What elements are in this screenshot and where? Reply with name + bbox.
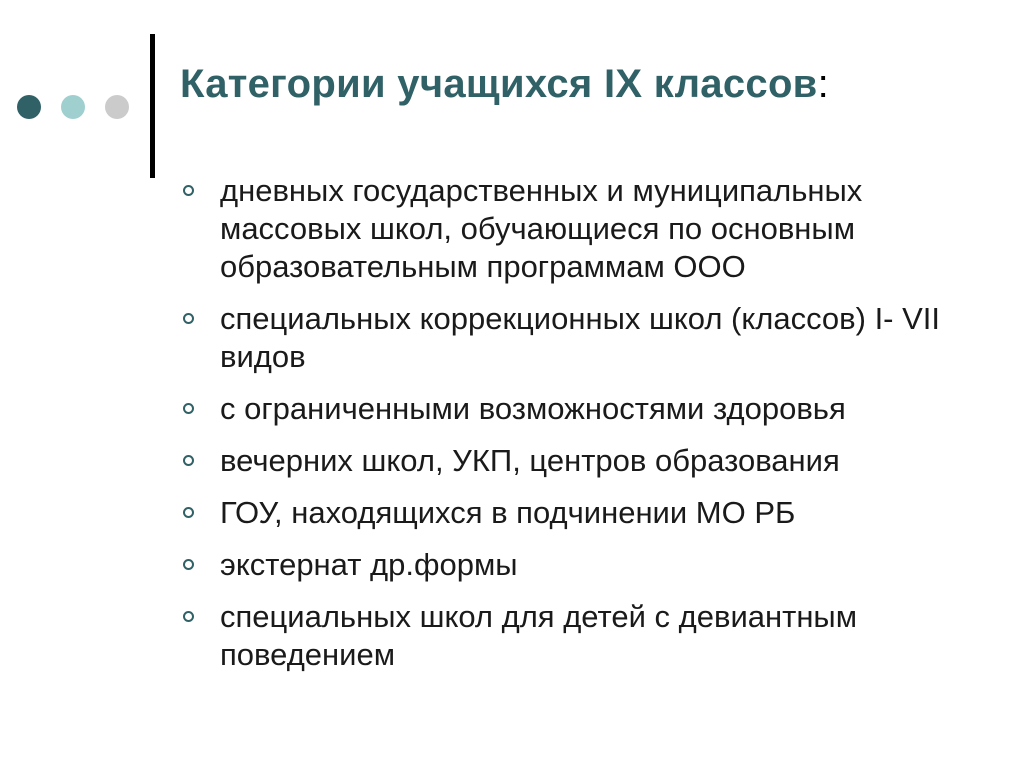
bullet-ring-icon bbox=[183, 455, 194, 466]
bullet-ring-icon bbox=[183, 507, 194, 518]
slide-title bbox=[180, 62, 829, 107]
bullet-item bbox=[180, 546, 980, 584]
bullet-list bbox=[180, 172, 980, 688]
bullet-item bbox=[180, 442, 980, 480]
slide-title-colon: : bbox=[817, 62, 829, 106]
bullet-text: экстернат др.формы bbox=[220, 547, 518, 582]
bullet-text: ГОУ, находящихся в подчинении МО РБ bbox=[220, 495, 796, 530]
bullet-ring-icon bbox=[183, 611, 194, 622]
gray-dot-icon bbox=[105, 95, 129, 119]
bullet-item bbox=[180, 172, 980, 286]
bullet-ring-icon bbox=[183, 313, 194, 324]
bullet-item bbox=[180, 494, 980, 532]
slide-title-text: Категории учащихся IX классов bbox=[180, 62, 818, 106]
bullet-ring-icon bbox=[183, 185, 194, 196]
bullet-ring-icon bbox=[183, 403, 194, 414]
bullet-ring-icon bbox=[183, 559, 194, 570]
light-teal-dot-icon bbox=[61, 95, 85, 119]
bullet-item bbox=[180, 598, 980, 674]
vertical-divider bbox=[150, 34, 155, 178]
bullet-item bbox=[180, 390, 980, 428]
dark-teal-dot-icon bbox=[17, 95, 41, 119]
bullet-text: специальных школ для детей с девиантным поведением bbox=[220, 599, 858, 672]
bullet-item bbox=[180, 300, 980, 376]
decorative-dots bbox=[17, 95, 129, 119]
bullet-text: с ограниченными возможностями здоровья bbox=[220, 391, 846, 426]
bullet-text: специальных коррекционных школ (классов) I- VII видов bbox=[220, 301, 941, 374]
bullet-text: вечерних школ, УКП, центров образования bbox=[220, 443, 840, 478]
bullet-text: дневных государственных и муниципальных массовых школ, обучающиеся по основным образовательным программам ООО bbox=[220, 173, 863, 284]
